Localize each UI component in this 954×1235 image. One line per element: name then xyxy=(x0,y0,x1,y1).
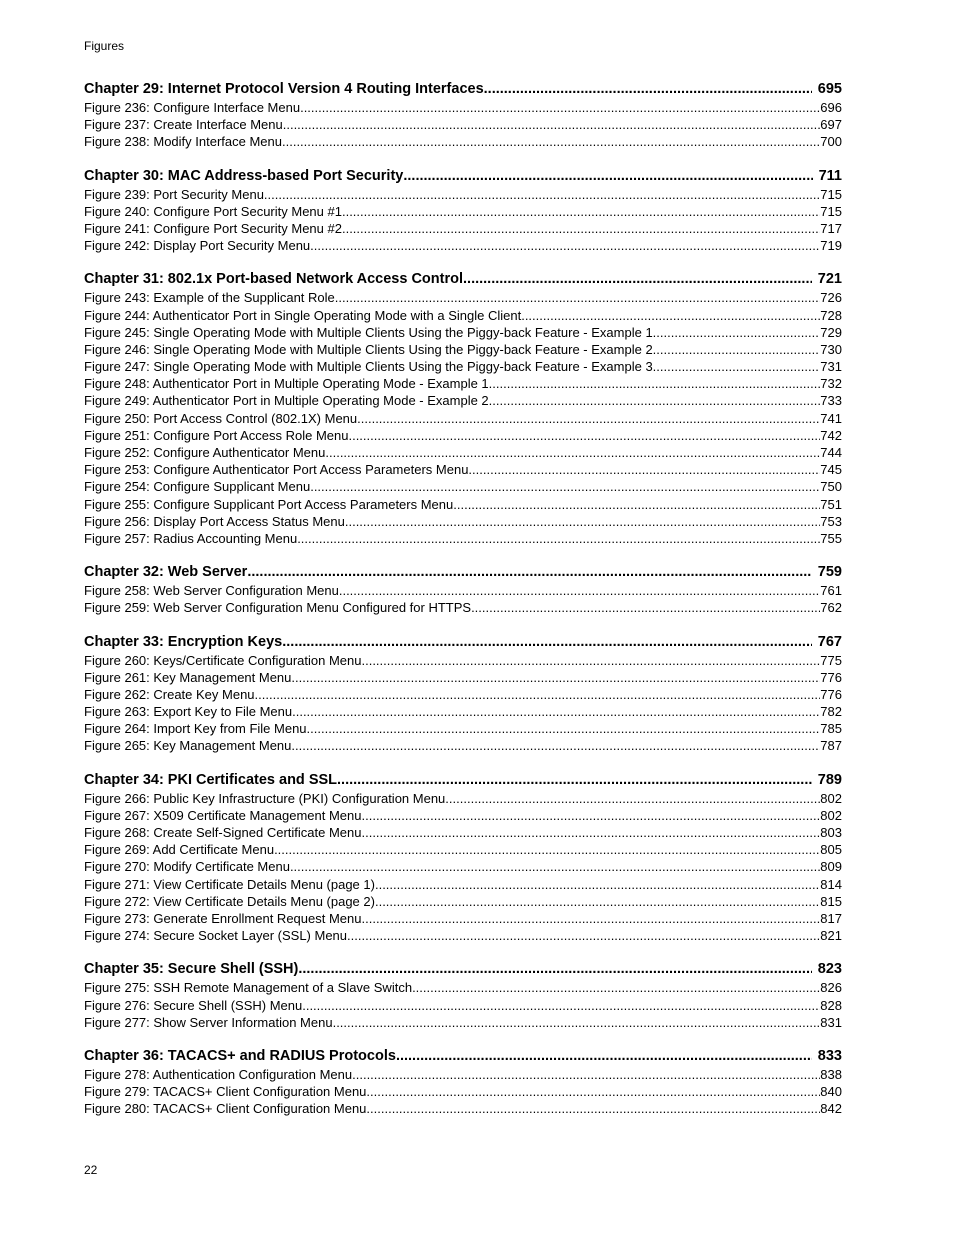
figure-title: Figure 242: Display Port Security Menu xyxy=(84,238,311,254)
figure-page: 741 xyxy=(820,410,842,426)
chapter-page: 721 xyxy=(817,271,842,288)
figure-page: 728 xyxy=(820,307,842,323)
chapter-entry[interactable] xyxy=(84,167,842,186)
figure-page: 745 xyxy=(820,462,842,478)
figure-title: Figure 257: Radius Accounting Menu xyxy=(84,530,298,546)
dot-leader xyxy=(653,341,821,358)
figure-entry[interactable] xyxy=(84,186,842,203)
figure-entry[interactable] xyxy=(84,133,842,150)
figure-page: 700 xyxy=(820,134,842,150)
dot-leader xyxy=(342,220,820,237)
chapter-title: Chapter 29: Internet Protocol Version 4 Routing Interfaces xyxy=(84,81,484,97)
dot-leader xyxy=(484,80,812,99)
figure-page: 715 xyxy=(820,186,842,202)
figure-entry[interactable] xyxy=(84,858,842,875)
figure-title: Figure 269: Add Certificate Menu xyxy=(84,842,275,858)
figure-page: 785 xyxy=(820,721,842,737)
figure-page: 761 xyxy=(820,583,842,599)
chapter-section xyxy=(84,80,842,151)
figure-page: 805 xyxy=(820,842,842,858)
figure-entry[interactable] xyxy=(84,99,842,116)
figure-entry[interactable] xyxy=(84,1066,842,1083)
figure-entry[interactable] xyxy=(84,807,842,824)
figure-page: 697 xyxy=(820,117,842,133)
chapter-section xyxy=(84,270,842,547)
chapter-entry[interactable] xyxy=(84,771,842,790)
figure-page: 762 xyxy=(820,600,842,616)
chapter-page: 833 xyxy=(817,1047,842,1064)
dot-leader xyxy=(471,599,820,616)
dot-leader xyxy=(291,737,820,754)
figure-title: Figure 271: View Certificate Details Menu (page 1) xyxy=(84,876,375,892)
figure-entry[interactable] xyxy=(84,1100,842,1117)
figure-page: 775 xyxy=(820,652,842,668)
figure-entry[interactable] xyxy=(84,979,842,996)
chapter-section xyxy=(84,771,842,945)
figure-entry[interactable] xyxy=(84,652,842,669)
figure-page: 809 xyxy=(820,859,842,875)
figure-title: Figure 247: Single Operating Mode with Multiple Clients Using the Piggy-back Feature - Example 3 xyxy=(84,359,653,375)
dot-leader xyxy=(347,927,820,944)
figure-title: Figure 250: Port Access Control (802.1X) Menu xyxy=(84,410,358,426)
figure-entry[interactable] xyxy=(84,289,842,306)
figure-entry[interactable] xyxy=(84,703,842,720)
figure-page: 821 xyxy=(820,928,842,944)
figure-entry[interactable] xyxy=(84,444,842,461)
figure-title: Figure 274: Secure Socket Layer (SSL) Menu xyxy=(84,928,348,944)
figure-page: 802 xyxy=(820,790,842,806)
figure-title: Figure 278: Authentication Configuration Menu xyxy=(84,1066,353,1082)
figure-title: Figure 237: Create Interface Menu xyxy=(84,117,283,133)
dot-leader xyxy=(290,858,820,875)
figure-page: 782 xyxy=(820,704,842,720)
dot-leader xyxy=(352,1066,820,1083)
figure-title: Figure 262: Create Key Menu xyxy=(84,686,255,702)
dot-leader xyxy=(283,116,821,133)
figure-title: Figure 243: Example of the Supplicant Role xyxy=(84,290,335,306)
figure-title: Figure 279: TACACS+ Client Configuration Menu xyxy=(84,1084,367,1100)
figure-entry[interactable] xyxy=(84,530,842,547)
figure-entry[interactable] xyxy=(84,997,842,1014)
figure-entry[interactable] xyxy=(84,737,842,754)
figure-page: 717 xyxy=(820,220,842,236)
figure-title: Figure 244: Authenticator Port in Single Operating Mode with a Single Client xyxy=(84,307,522,323)
dot-leader xyxy=(362,807,821,824)
figure-title: Figure 264: Import Key from File Menu xyxy=(84,721,307,737)
figure-entry[interactable] xyxy=(84,358,842,375)
figure-entry[interactable] xyxy=(84,375,842,392)
figure-entry[interactable] xyxy=(84,513,842,530)
figure-page: 744 xyxy=(820,445,842,460)
figure-title: Figure 265: Key Management Menu xyxy=(84,738,292,754)
figure-title: Figure 266: Public Key Infrastructure (PKI) Configuration Menu xyxy=(84,790,446,806)
figure-title: Figure 263: Export Key to File Menu xyxy=(84,704,293,720)
figure-page: 719 xyxy=(820,238,842,254)
dot-leader xyxy=(298,960,811,979)
dot-leader xyxy=(310,237,820,254)
figure-entry[interactable] xyxy=(84,220,842,237)
running-header: Figures xyxy=(84,39,125,53)
figure-page: 803 xyxy=(820,825,842,840)
figure-title: Figure 270: Modify Certificate Menu xyxy=(84,859,290,875)
dot-leader xyxy=(463,270,812,289)
figure-entry[interactable] xyxy=(84,410,842,427)
figure-page: 814 xyxy=(820,876,842,892)
figure-page: 840 xyxy=(820,1084,842,1100)
dot-leader xyxy=(366,1083,820,1100)
figure-entry[interactable] xyxy=(84,669,842,686)
chapter-page: 823 xyxy=(817,961,842,978)
figure-page: 726 xyxy=(820,290,842,306)
figure-page: 776 xyxy=(820,669,842,685)
figure-entry[interactable] xyxy=(84,876,842,893)
figure-title: Figure 254: Configure Supplicant Menu xyxy=(84,479,311,495)
dot-leader xyxy=(255,686,821,703)
figure-entry[interactable] xyxy=(84,324,842,341)
figure-entry[interactable] xyxy=(84,427,842,444)
figure-title: Figure 273: Generate Enrollment Request Menu xyxy=(84,910,362,926)
chapter-page: 789 xyxy=(817,771,842,788)
dot-leader xyxy=(292,703,820,720)
chapter-title: Chapter 30: MAC Address-based Port Security xyxy=(84,167,404,184)
figure-title: Figure 248: Authenticator Port in Multiple Operating Mode - Example 1 xyxy=(84,376,489,392)
figure-page: 753 xyxy=(820,513,842,529)
figure-title: Figure 277: Show Server Information Menu xyxy=(84,1014,333,1030)
figure-page: 750 xyxy=(820,479,842,495)
dot-leader xyxy=(366,1100,820,1117)
dot-leader xyxy=(357,410,820,427)
figure-page: 828 xyxy=(820,997,842,1013)
figure-page: 731 xyxy=(820,359,842,375)
dot-leader xyxy=(264,186,820,203)
chapter-section xyxy=(84,167,842,255)
figure-page: 802 xyxy=(820,807,842,823)
figure-title: Figure 239: Port Security Menu xyxy=(84,186,264,202)
figure-title: Figure 251: Configure Port Access Role Menu xyxy=(84,427,349,443)
dot-leader xyxy=(445,790,820,807)
dot-leader xyxy=(342,203,820,220)
dot-leader xyxy=(310,478,820,495)
figure-page: 730 xyxy=(820,341,842,357)
dot-leader xyxy=(412,979,820,996)
chapter-title: Chapter 35: Secure Shell (SSH) xyxy=(84,961,299,978)
chapter-entry[interactable] xyxy=(84,270,842,289)
chapter-entry[interactable] xyxy=(84,563,842,582)
figure-entry[interactable] xyxy=(84,496,842,513)
dot-leader xyxy=(453,496,820,513)
figure-entry[interactable] xyxy=(84,824,842,841)
chapter-entry[interactable] xyxy=(84,80,842,99)
chapter-section xyxy=(84,563,842,616)
dot-leader xyxy=(300,99,820,116)
figure-page: 826 xyxy=(820,980,842,996)
figure-title: Figure 241: Configure Port Security Menu #2 xyxy=(84,220,342,236)
dot-leader xyxy=(361,652,820,669)
figure-page: 729 xyxy=(820,324,842,340)
dot-leader xyxy=(339,582,820,599)
dot-leader xyxy=(297,530,820,547)
dot-leader xyxy=(282,133,820,150)
figure-title: Figure 240: Configure Port Security Menu #1 xyxy=(84,203,342,219)
dot-leader xyxy=(403,167,812,186)
figure-title: Figure 276: Secure Shell (SSH) Menu xyxy=(84,997,303,1013)
dot-leader xyxy=(333,1014,821,1031)
figure-entry[interactable] xyxy=(84,116,842,133)
dot-leader xyxy=(345,513,820,530)
figure-page: 715 xyxy=(820,203,842,219)
figure-page: 815 xyxy=(820,893,842,909)
figure-title: Figure 280: TACACS+ Client Configuration Menu xyxy=(84,1101,367,1117)
figure-page: 842 xyxy=(820,1101,842,1117)
dot-leader xyxy=(325,444,820,461)
figure-title: Figure 236: Configure Interface Menu xyxy=(84,100,301,115)
figure-title: Figure 258: Web Server Configuration Menu xyxy=(84,583,339,599)
figure-title: Figure 268: Create Self-Signed Certificate Menu xyxy=(84,825,362,840)
figure-title: Figure 246: Single Operating Mode with Multiple Clients Using the Piggy-back Feature - Example 2 xyxy=(84,341,653,357)
figure-title: Figure 255: Configure Supplicant Port Access Parameters Menu xyxy=(84,496,454,512)
figure-title: Figure 252: Configure Authenticator Menu xyxy=(84,445,326,460)
dot-leader xyxy=(653,324,821,341)
figure-title: Figure 245: Single Operating Mode with Multiple Clients Using the Piggy-back Feature - Example 1 xyxy=(84,324,653,340)
figure-entry[interactable] xyxy=(84,461,842,478)
figure-title: Figure 261: Key Management Menu xyxy=(84,669,292,685)
dot-leader xyxy=(348,427,820,444)
page-number: 22 xyxy=(84,1163,98,1177)
dot-leader xyxy=(489,392,821,409)
dot-leader xyxy=(247,563,811,582)
dot-leader xyxy=(274,841,820,858)
figure-title: Figure 253: Configure Authenticator Port Access Parameters Menu xyxy=(84,462,469,478)
dot-leader xyxy=(521,307,820,324)
figure-entry[interactable] xyxy=(84,582,842,599)
chapter-section xyxy=(84,1047,842,1118)
chapter-title: Chapter 32: Web Server xyxy=(84,564,248,581)
dot-leader xyxy=(291,669,820,686)
figure-page: 831 xyxy=(820,1014,842,1030)
chapter-title: Chapter 31: 802.1x Port-based Network Access Control xyxy=(84,271,464,288)
figure-page: 733 xyxy=(820,393,842,409)
figure-entry[interactable] xyxy=(84,478,842,495)
figure-entry[interactable] xyxy=(84,841,842,858)
chapter-entry[interactable] xyxy=(84,633,842,652)
dot-leader xyxy=(302,997,820,1014)
figure-page: 696 xyxy=(820,100,842,115)
dot-leader xyxy=(282,633,812,652)
figure-title: Figure 259: Web Server Configuration Menu Configured for HTTPS xyxy=(84,600,472,616)
dot-leader xyxy=(468,461,820,478)
dot-leader xyxy=(335,289,821,306)
figure-entry[interactable] xyxy=(84,307,842,324)
figure-title: Figure 275: SSH Remote Management of a Slave Switch xyxy=(84,980,413,996)
figure-title: Figure 267: X509 Certificate Management Menu xyxy=(84,807,362,823)
figure-page: 838 xyxy=(820,1066,842,1082)
figure-page: 776 xyxy=(820,686,842,702)
dot-leader xyxy=(375,876,820,893)
dot-leader xyxy=(337,771,812,790)
dot-leader xyxy=(653,358,821,375)
figure-entry[interactable] xyxy=(84,720,842,737)
figure-entry[interactable] xyxy=(84,203,842,220)
figure-entry[interactable] xyxy=(84,599,842,616)
chapter-section xyxy=(84,633,842,755)
dot-leader xyxy=(307,720,821,737)
figure-entry[interactable] xyxy=(84,341,842,358)
chapter-page: 767 xyxy=(817,633,842,650)
chapter-page: 695 xyxy=(817,81,842,97)
dot-leader xyxy=(375,893,820,910)
figure-title: Figure 249: Authenticator Port in Multiple Operating Mode - Example 2 xyxy=(84,393,489,409)
figure-entry[interactable] xyxy=(84,893,842,910)
figure-title: Figure 256: Display Port Access Status Menu xyxy=(84,513,345,529)
chapter-entry[interactable] xyxy=(84,960,842,979)
figure-page: 742 xyxy=(820,427,842,443)
figure-entry[interactable] xyxy=(84,392,842,409)
dot-leader xyxy=(396,1047,812,1066)
figure-page: 787 xyxy=(820,738,842,754)
figure-entry[interactable] xyxy=(84,686,842,703)
figure-title: Figure 272: View Certificate Details Menu (page 2) xyxy=(84,893,375,909)
figure-page: 755 xyxy=(820,530,842,546)
dot-leader xyxy=(362,910,821,927)
figure-title: Figure 238: Modify Interface Menu xyxy=(84,134,282,150)
figure-page: 817 xyxy=(820,910,842,926)
chapter-title: Chapter 34: PKI Certificates and SSL xyxy=(84,771,338,788)
figure-entry[interactable] xyxy=(84,910,842,927)
chapter-page: 759 xyxy=(817,564,842,581)
figure-entry[interactable] xyxy=(84,1083,842,1100)
dot-leader xyxy=(489,375,821,392)
chapter-title: Chapter 36: TACACS+ and RADIUS Protocols xyxy=(84,1047,396,1064)
figure-entry[interactable] xyxy=(84,1014,842,1031)
figure-entry[interactable] xyxy=(84,237,842,254)
chapter-title: Chapter 33: Encryption Keys xyxy=(84,633,283,650)
figure-title: Figure 260: Keys/Certificate Configuration Menu xyxy=(84,652,362,668)
figure-page: 751 xyxy=(820,496,842,512)
figure-page: 732 xyxy=(820,376,842,392)
figure-entry[interactable] xyxy=(84,790,842,807)
chapter-section xyxy=(84,960,842,1031)
dot-leader xyxy=(361,824,820,841)
table-of-figures xyxy=(84,80,842,1133)
chapter-page: 711 xyxy=(818,167,842,184)
chapter-entry[interactable] xyxy=(84,1047,842,1066)
figure-entry[interactable] xyxy=(84,927,842,944)
